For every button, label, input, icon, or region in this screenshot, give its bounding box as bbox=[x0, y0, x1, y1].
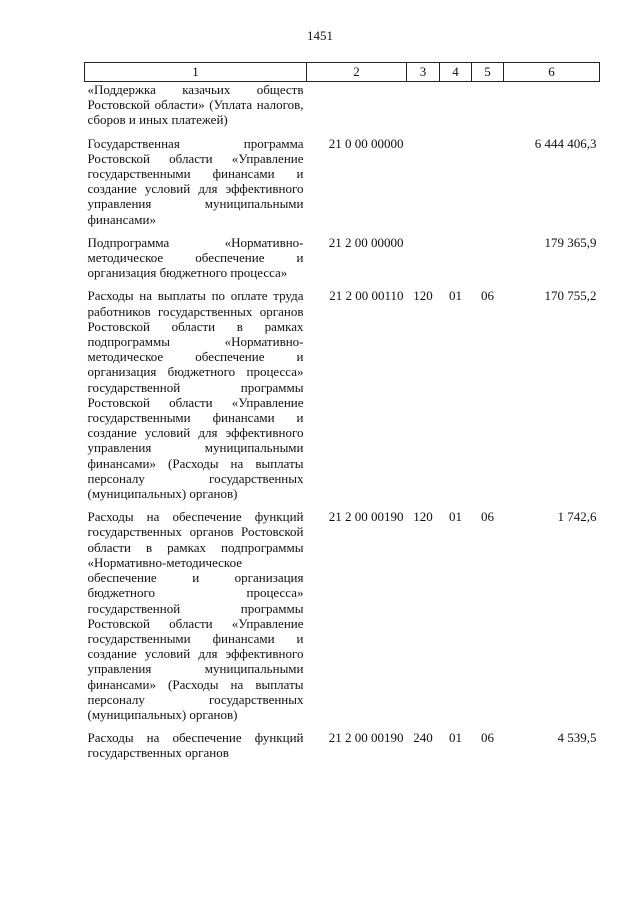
row-col-5 bbox=[472, 136, 504, 235]
row-amount: 6 444 406,3 bbox=[534, 135, 597, 151]
row-col-4 bbox=[440, 136, 472, 235]
row-amount: 1 742,6 bbox=[557, 509, 597, 525]
row-col-5 bbox=[472, 82, 504, 136]
header-col-5: 5 bbox=[472, 63, 504, 82]
row-name: Расходы на обеспечение функций государственных органов bbox=[87, 730, 304, 761]
row-col-3: 120 bbox=[413, 288, 433, 304]
row-code: 21 2 00 00190 bbox=[328, 730, 404, 746]
row-code: 21 2 00 00000 bbox=[328, 234, 404, 250]
row-col-3 bbox=[407, 235, 440, 289]
header-col-6: 6 bbox=[504, 63, 600, 82]
header-col-2: 2 bbox=[307, 63, 407, 82]
row-col-3: 240 bbox=[413, 730, 433, 746]
row-col-4: 01 bbox=[449, 509, 462, 525]
row-name: Расходы на выплаты по оплате труда работников государственных органов Ростовской области в рамках подпрограммы «Нормативно-методическое обеспечение и организация бюджетного процесса» государственной программы Ростовской области «Управление государственными финансами и создание условий для эффективного управления муниципальными финансами» (Расходы на выплаты персоналу государственных (муниципальных) органов) bbox=[87, 288, 304, 502]
budget-table bbox=[84, 62, 600, 761]
row-code: 21 2 00 00190 bbox=[328, 509, 404, 525]
header-col-4: 4 bbox=[440, 63, 472, 82]
table-row bbox=[85, 136, 600, 235]
row-col-3 bbox=[407, 82, 440, 136]
row-name: «Поддержка казачьих обществ Ростовской области» (Уплата налогов, сборов и иных платежей) bbox=[87, 82, 304, 128]
row-col-5: 06 bbox=[481, 288, 494, 304]
row-col-3: 120 bbox=[413, 509, 433, 525]
row-code: 21 2 00 00110 bbox=[329, 288, 404, 304]
row-col-5 bbox=[472, 235, 504, 289]
table-row bbox=[85, 288, 600, 509]
table-header-row bbox=[85, 63, 600, 82]
row-code: 21 0 00 00000 bbox=[328, 135, 404, 151]
row-name: Государственная программа Ростовской области «Управление государственными финансами и создание условий для эффективного управления муниципальными финансами» bbox=[87, 135, 304, 227]
row-col-4 bbox=[440, 82, 472, 136]
table-row bbox=[85, 509, 600, 730]
table-row bbox=[85, 235, 600, 289]
row-col-4: 01 bbox=[449, 730, 462, 746]
row-code bbox=[307, 82, 407, 136]
row-col-4: 01 bbox=[449, 288, 462, 304]
table-row bbox=[85, 82, 600, 136]
row-col-5: 06 bbox=[481, 730, 494, 746]
row-amount: 179 365,9 bbox=[544, 234, 597, 250]
row-amount: 4 539,5 bbox=[557, 730, 597, 746]
row-col-4 bbox=[440, 235, 472, 289]
row-name: Подпрограмма «Нормативно-методическое обеспечение и организация бюджетного процесса» bbox=[87, 234, 304, 281]
row-col-3 bbox=[407, 136, 440, 235]
row-amount bbox=[504, 82, 600, 136]
table-row bbox=[85, 730, 600, 760]
page-number: 1451 bbox=[307, 28, 333, 43]
row-col-5: 06 bbox=[481, 509, 494, 525]
header-col-3: 3 bbox=[407, 63, 440, 82]
row-amount: 170 755,2 bbox=[544, 288, 597, 304]
row-name: Расходы на обеспечение функций государственных органов Ростовской области в рамках подпрограммы «Нормативно-методическое обеспечение и организация бюджетного процесса» государственной программы Ростовской области «Управление государственными финансами и создание условий для эффективного управления муниципальными финансами» (Расходы на выплаты персоналу государственных (муниципальных) органов) bbox=[87, 509, 304, 722]
header-col-1: 1 bbox=[85, 63, 307, 82]
